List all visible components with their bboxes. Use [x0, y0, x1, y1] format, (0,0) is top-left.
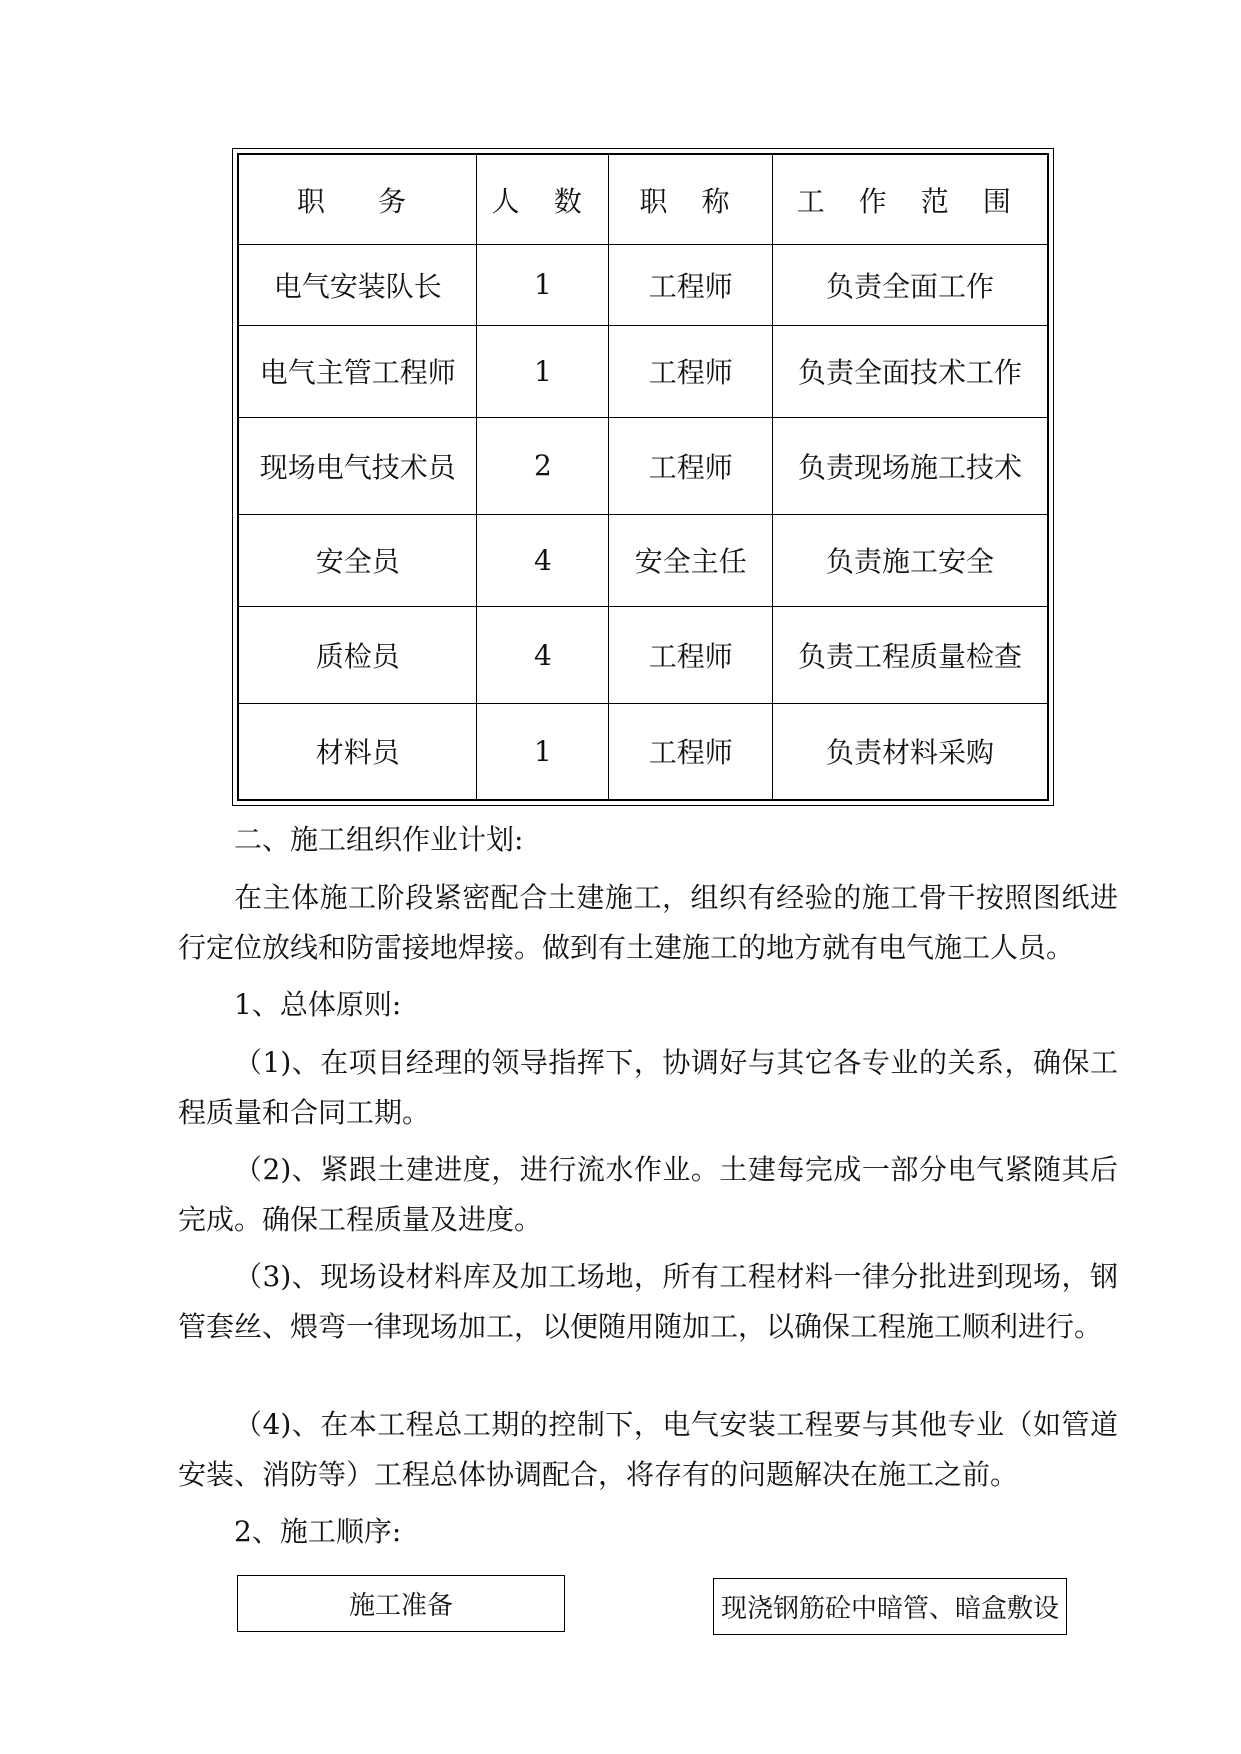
- header-count: 人 数: [477, 154, 609, 245]
- cell-count: 2: [477, 418, 609, 515]
- cell-role: 安全员: [238, 514, 477, 607]
- cell-scope: 负责材料采购: [773, 703, 1048, 800]
- staff-table: [237, 153, 1049, 801]
- flow-box-prep: [237, 1575, 565, 1632]
- cell-title: 工程师: [609, 418, 773, 515]
- cell-title: 安全主任: [609, 514, 773, 607]
- cell-scope: 负责现场施工技术: [773, 418, 1048, 515]
- table-row: [238, 703, 1048, 800]
- cell-count: 1: [477, 325, 609, 418]
- header-scope: 工 作 范 围: [773, 154, 1048, 245]
- header-title: 职 称: [609, 154, 773, 245]
- table-row: [238, 418, 1048, 515]
- cell-count: 1: [477, 245, 609, 325]
- cell-scope: 负责施工安全: [773, 514, 1048, 607]
- principles-heading: 1、总体原则:: [234, 988, 402, 1021]
- cell-scope: 负责全面工作: [773, 245, 1048, 325]
- principle-paragraph-1: （1)、在项目经理的领导指挥下，协调好与其它各专业的关系，确保工程质量和合同工期。: [178, 1046, 1118, 1129]
- intro-paragraph: 在主体施工阶段紧密配合土建施工，组织有经验的施工骨干按照图纸进行定位放线和防雷接地焊接。做到有土建施工的地方就有电气施工人员。: [178, 881, 1118, 964]
- cell-title: 工程师: [609, 703, 773, 800]
- cell-role: 电气主管工程师: [238, 325, 477, 418]
- header-role: 职 务: [238, 154, 477, 245]
- section-heading: 二、施工组织作业计划:: [234, 823, 524, 856]
- cell-role: 电气安装队长: [238, 245, 477, 325]
- flow-box-conduit: [713, 1578, 1067, 1635]
- cell-scope: 负责全面技术工作: [773, 325, 1048, 418]
- table-row: [238, 607, 1048, 704]
- cell-title: 工程师: [609, 245, 773, 325]
- sequence-heading: 2、施工顺序:: [234, 1515, 402, 1548]
- flow-box-conduit-label: 现浇钢筋砼中暗管、暗盒敷设: [720, 1594, 1059, 1624]
- cell-title: 工程师: [609, 607, 773, 704]
- cell-title: 工程师: [609, 325, 773, 418]
- cell-role: 材料员: [238, 703, 477, 800]
- table-header-row: [238, 154, 1048, 245]
- cell-role: 质检员: [238, 607, 477, 704]
- cell-scope: 负责工程质量检查: [773, 607, 1048, 704]
- cell-role: 现场电气技术员: [238, 418, 477, 515]
- principle-paragraph-4: （4)、在本工程总工期的控制下，电气安装工程要与其他专业（如管道安装、消防等）工程总体协调配合，将存有的问题解决在施工之前。: [178, 1408, 1118, 1491]
- principle-paragraph-2: （2)、紧跟土建进度，进行流水作业。土建每完成一部分电气紧随其后完成。确保工程质量及进度。: [178, 1153, 1118, 1236]
- table-row: [238, 245, 1048, 325]
- cell-count: 4: [477, 607, 609, 704]
- table-row: [238, 514, 1048, 607]
- cell-count: 4: [477, 514, 609, 607]
- flow-box-prep-label: 施工准备: [348, 1591, 453, 1621]
- table-row: [238, 325, 1048, 418]
- cell-count: 1: [477, 703, 609, 800]
- staff-table-frame: [232, 148, 1054, 806]
- principle-paragraph-3: （3)、现场设材料库及加工场地，所有工程材料一律分批进到现场，钢管套丝、煨弯一律现场加工，以便随用随加工，以确保工程施工顺利进行。: [178, 1260, 1118, 1343]
